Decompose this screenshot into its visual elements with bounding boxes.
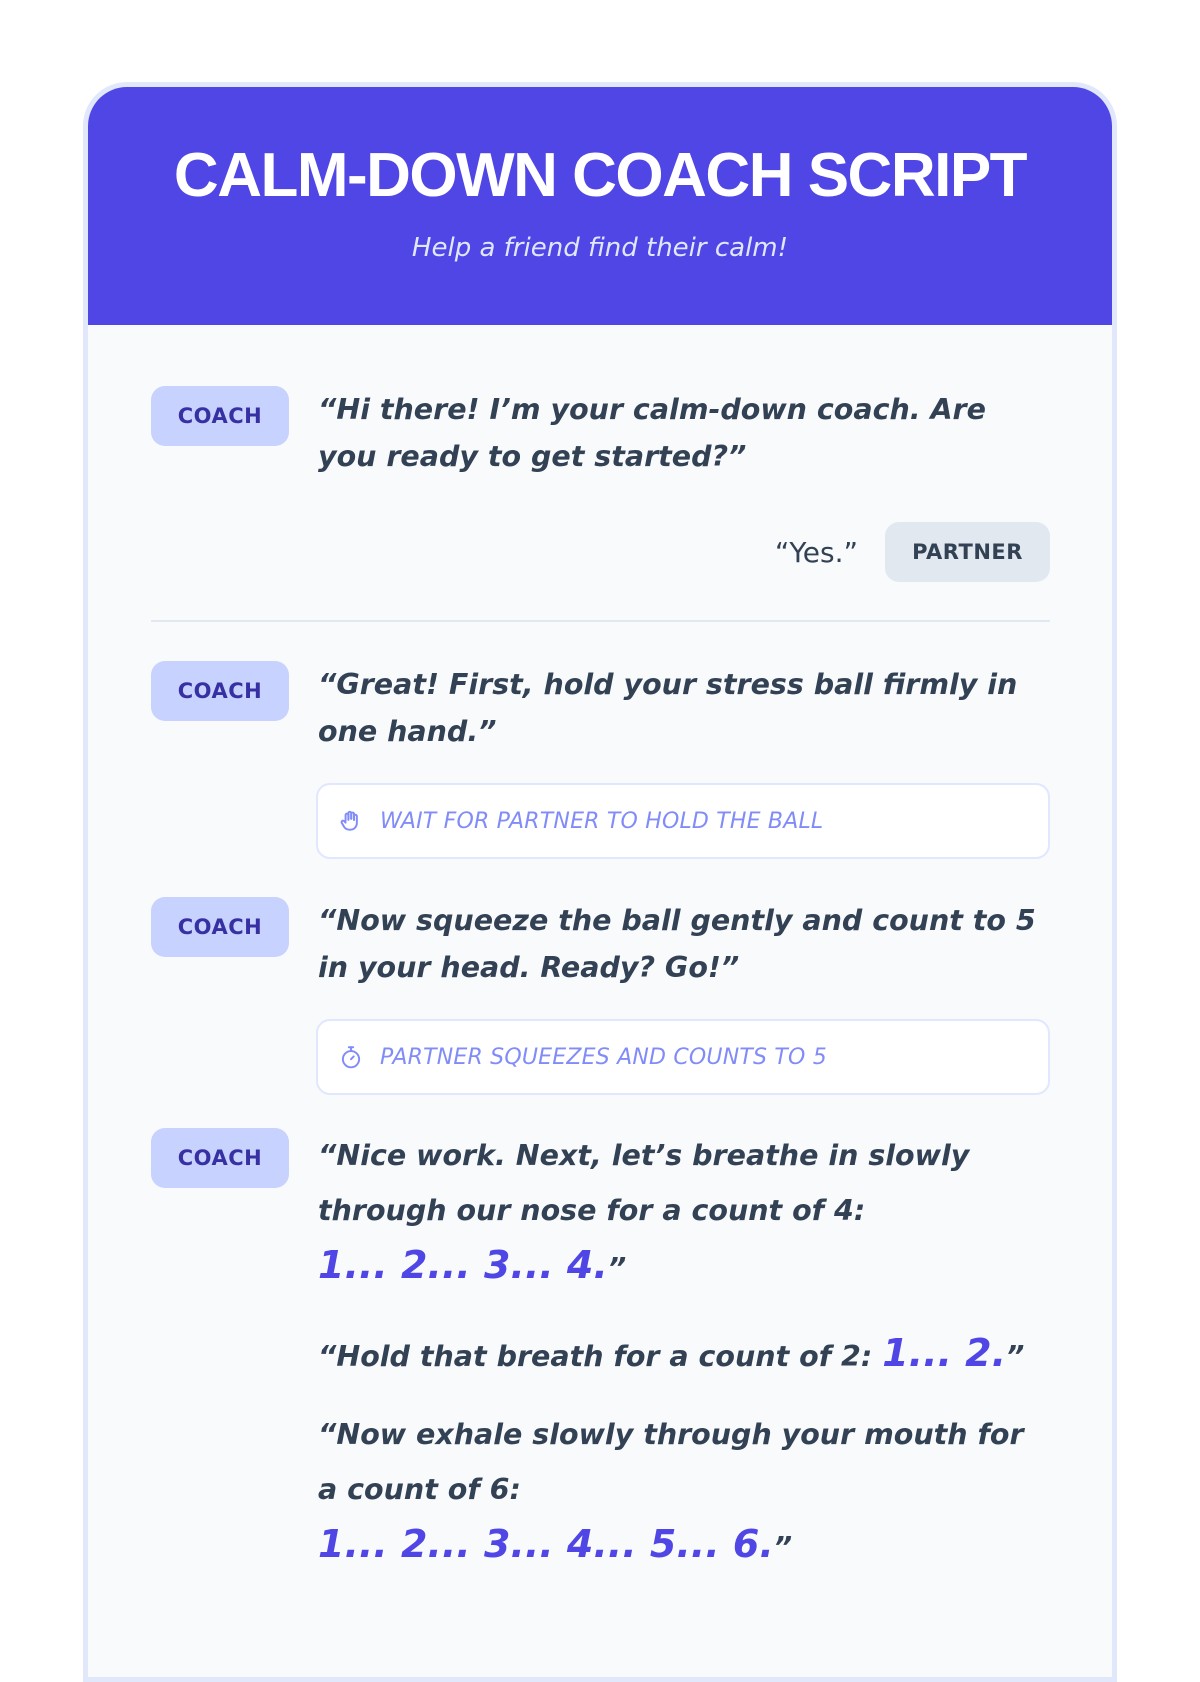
coach-speech (318, 1128, 1050, 1296)
partner-badge: PARTNER (885, 522, 1050, 582)
count-in: 1... 2... 3... 4. (318, 1243, 608, 1287)
partner-turn-1 (151, 522, 1050, 582)
script-card (83, 82, 1117, 1682)
coach-speech: “Great! First, hold your stress ball firmly in one hand.” (318, 668, 1018, 748)
count-hold: 1... 2. (882, 1331, 1007, 1375)
page-subtitle: Help a friend find their calm! (411, 233, 789, 263)
coach-speech-hold (318, 1326, 1050, 1384)
section-divider (151, 620, 1050, 622)
coach-turn-1 (151, 386, 1050, 480)
coach-turn-3 (151, 897, 1050, 991)
script-body (88, 386, 1112, 1575)
hold-text: “Hold that breath for a count of 2: (318, 1340, 883, 1373)
action-box (316, 1019, 1050, 1095)
action-text: PARTNER SQUEEZES AND COUNTS TO 5 (380, 1044, 827, 1070)
coach-badge: COACH (151, 386, 289, 446)
coach-badge: COACH (151, 1128, 289, 1188)
quote-close: ” (1006, 1340, 1025, 1373)
count-out: 1... 2... 3... 4... 5... 6. (318, 1522, 774, 1566)
quote-close: ” (773, 1531, 793, 1564)
hand-icon (338, 808, 364, 834)
breathe-in-text: “Nice work. Next, let’s breathe in slowly through our nose for a count of 4: (318, 1139, 970, 1227)
partner-speech: “Yes.” (774, 535, 858, 569)
coach-badge: COACH (151, 897, 289, 957)
action-box (316, 783, 1050, 859)
coach-speech: “Now squeeze the ball gently and count to 5 in your head. Ready? Go!” (318, 904, 1036, 984)
coach-turn-4 (151, 1128, 1050, 1575)
page-title: CALM-DOWN COACH SCRIPT (173, 141, 1027, 210)
action-text: WAIT FOR PARTNER TO HOLD THE BALL (380, 808, 824, 834)
coach-turn-2 (151, 661, 1050, 755)
coach-speech: “Hi there! I’m your calm-down coach. Are you ready to get started?” (318, 393, 986, 473)
coach-badge: COACH (151, 661, 289, 721)
coach-speech-exhale (318, 1407, 1050, 1575)
quote-close: ” (607, 1252, 627, 1285)
exhale-text: “Now exhale slowly through your mouth for a count of 6: (318, 1418, 1024, 1506)
script-header (88, 87, 1112, 325)
stopwatch-icon (338, 1044, 364, 1070)
